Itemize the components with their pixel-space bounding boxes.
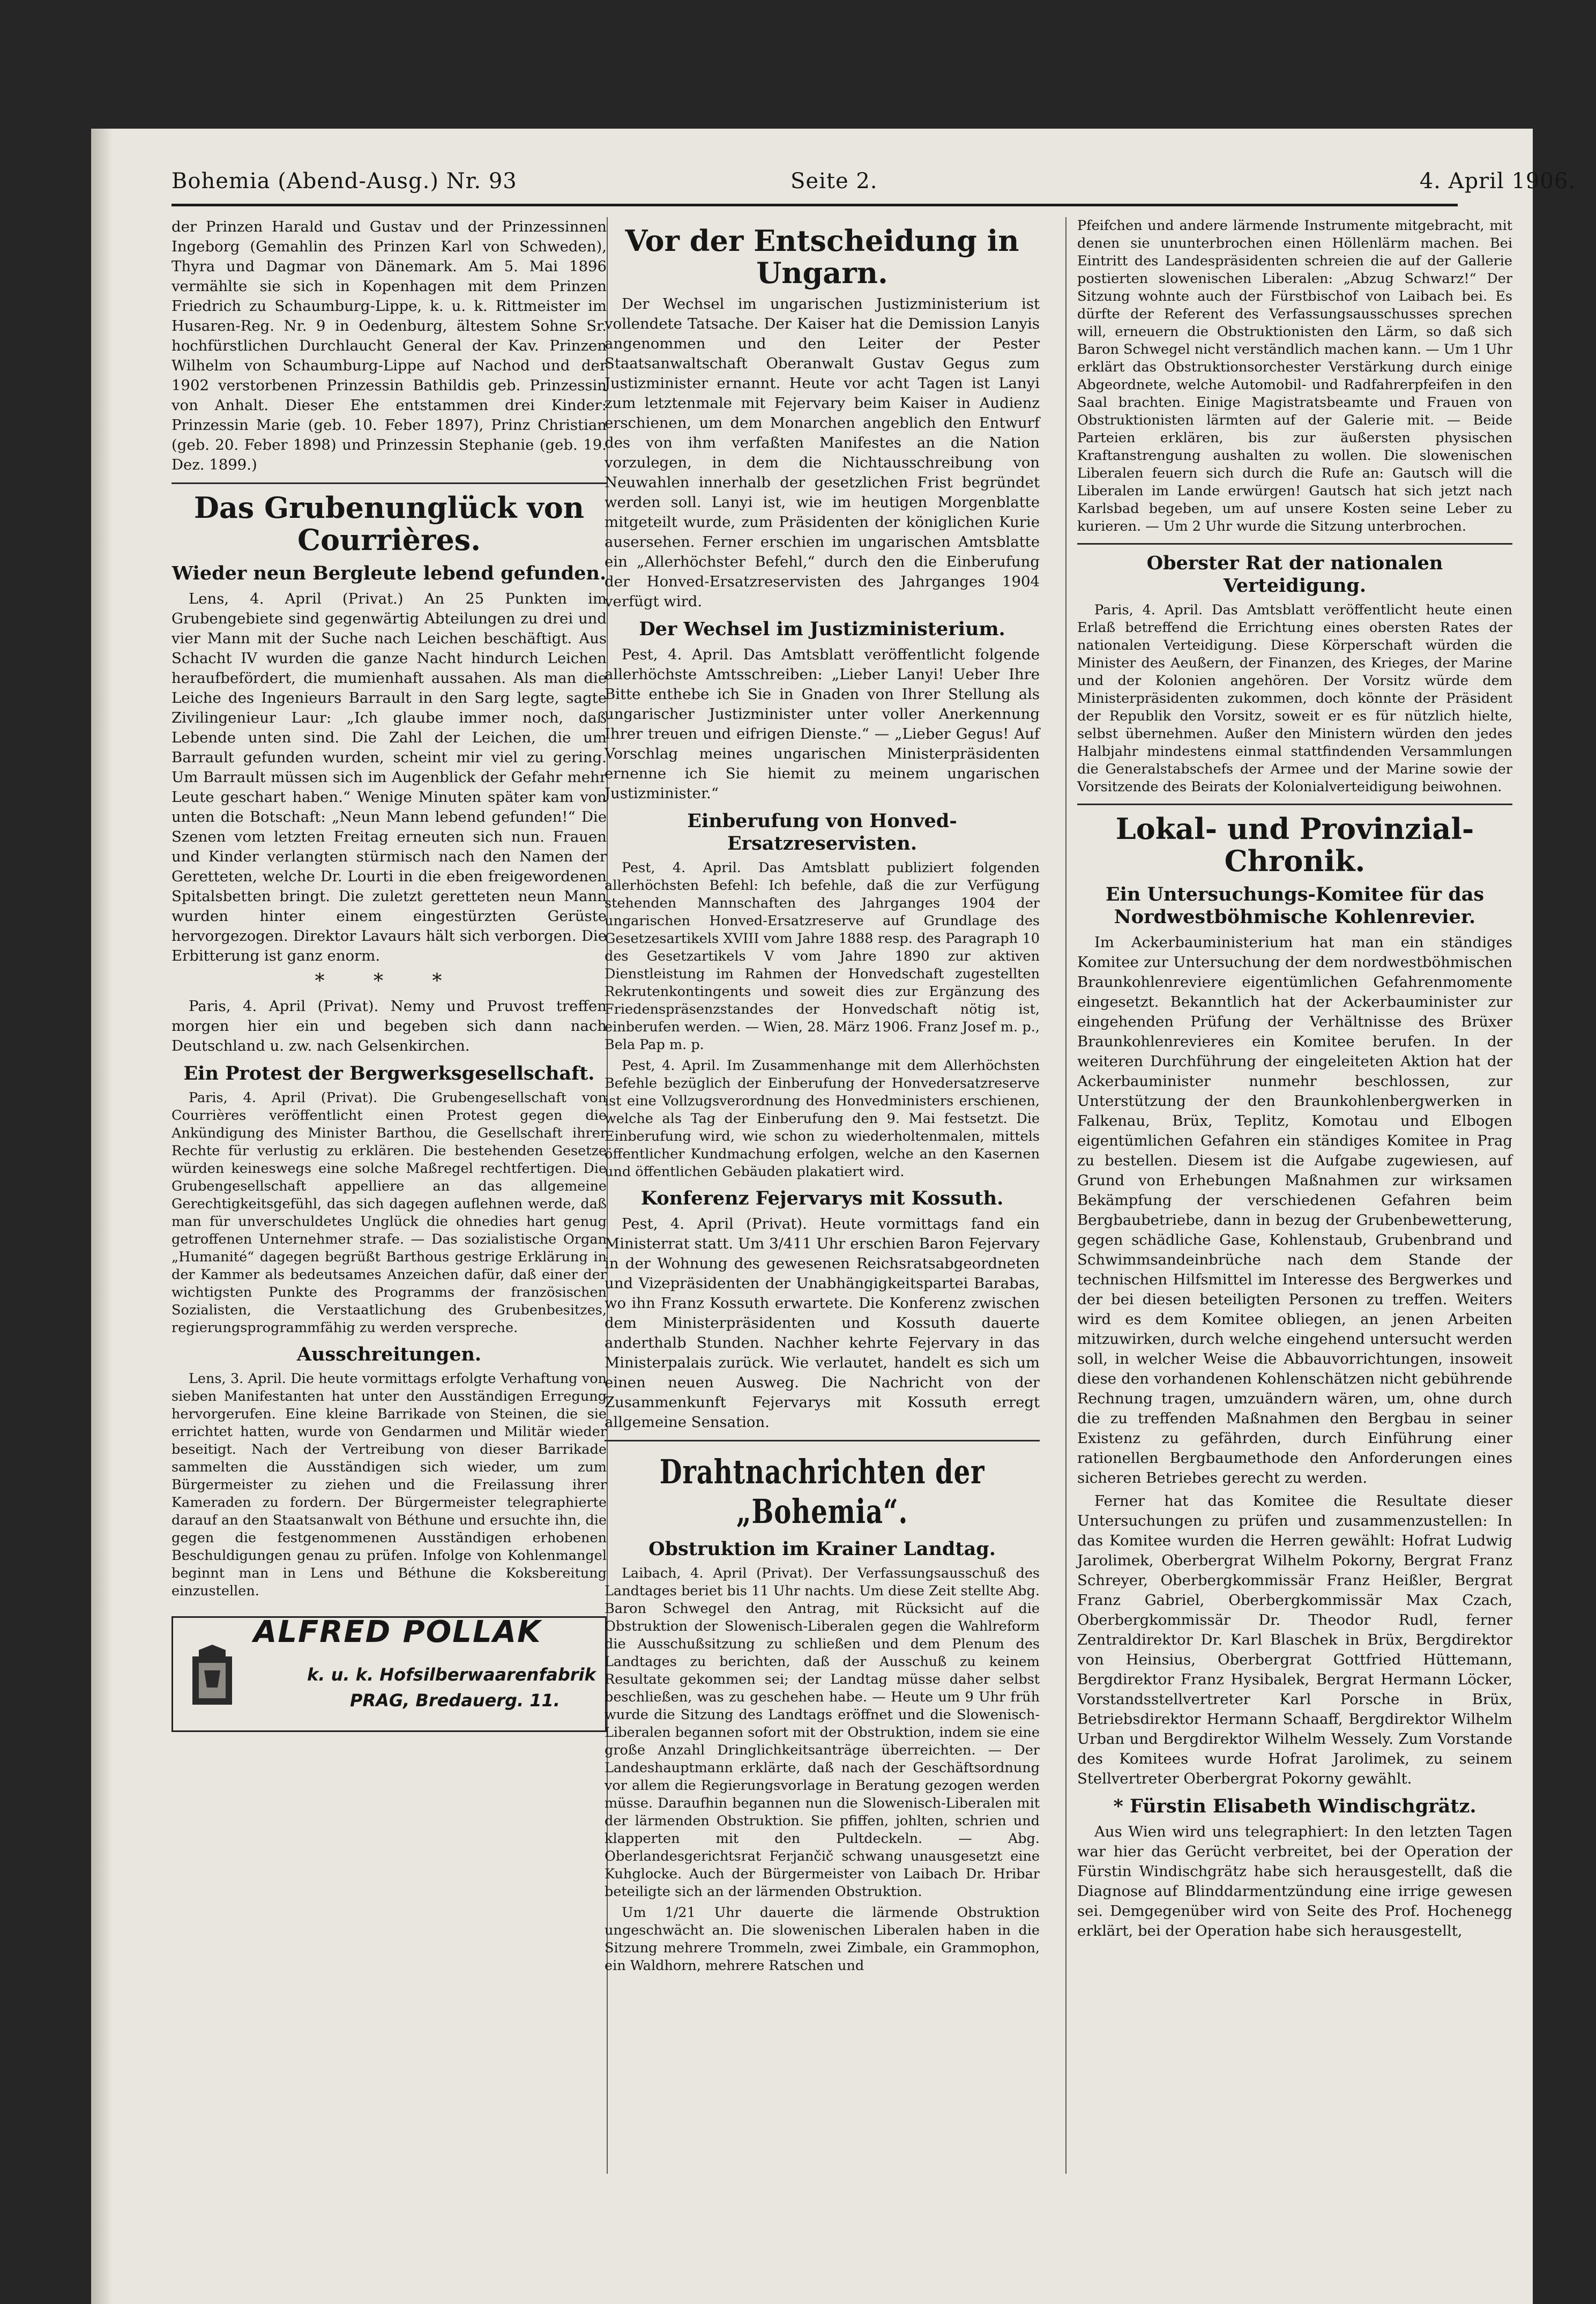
article-laibach-continued: Um 1/21 Uhr dauerte die lärmende Obstruktion ungeschwächt an. Die slowenischen Liberalen haben in die Sitzung mehrere Trommeln, zwei Zimbale, ein Grammophon, ein Waldhorn, mehrere Ratschen und (605, 1905, 1040, 1974)
subheadline-obstruktion: Obstruktion im Krainer Landtag. (648, 1538, 996, 1560)
subheadline-einberufung: Einberufung von Honved-Ersatzreservisten. (687, 810, 957, 854)
headline-ungarn: Vor der Entscheidung in Ungarn. (625, 224, 1019, 290)
header-rule (171, 204, 1458, 206)
article-lens: Lens, 4. April (Privat.) An 25 Punkten im Grubengebiete sind gegenwärtig Abteilungen zu drei und vier Mann mit der Suche nach Leichen beschäftigt. Aus Schacht IV wurden die ganze Nacht hindurch Leichen heraufbefördert, die mumienhaft aussahen. Als man die Leiche des Ingenieurs Barrault in den Sarg legte, sagte Zivilingenieur Laur: „Ich glaube immer noch, daß Lebende unten sind. Die Zahl der Leichen, die um Barrault gefunden wurden, scheint mir viel zu gering. Um Barrault müssen sich im Augenblick der Gefahr mehr Leute geschart haben.“ Wenige Minuten später kam von unten die Botschaft: „Neun Mann lebend gefunden!“ Die Szenen vom letzten Freitag erneuten sich nun. Frauen und Kinder verlangten stürmisch nach den Namen der Geretteten, welche Dr. Lourti in die eben freigewordenen Spitalsbetten bringt. Die zuletzt geretteten neun Mann wurden hinter einem eingestürzten Gerüste hervorgezogen. Direktor Lavaurs hält sich verborgen. Die Erbitterung ist ganz enorm. (171, 590, 607, 964)
article-ackerbauministerium: Im Ackerbauministerium hat man ein ständiges Komitee zur Untersuchung der dem nordwestböhmischen Braunkohlenreviere eigentümlichen Gefahrenmomente eingesetzt. Bekanntlich hat der Ackerbauminister zur eingehenden Prüfung der Verhältnisse des Brüxer Braunkohlenrevieres ein Komitee berufen. In der weiteren Durchführung der eingeleiteten Aktion hat der Ackerbauminister nunmehr beschlossen, zur Unterstützung der den Braunkohlenbergwerken in Falkenau, Brüx, Teplitz, Komotau und Elbogen eigentümlichen Gefahren ein ständiges Komitee in Prag zu bestellen. Diesem ist die Aufgabe zugewiesen, auf Grund von Erhebungen Maßnahmen zur wirksamen Bekämpfung der verschiedenen Gefahren beim Bergbaubetriebe, dann in bezug der Grubenbewetterung, gegen schädliche Gase, Kohlenstaub, Grubenbrand und Schwimmsandeinbrüche nach dem Stande der technischen Hilfsmittel im Interesse des Bergwerkes und der bei diesen beteiligten Personen zu treffen. Weiters wird es dem Komitee obliegen, an jenen Arbeiten mitzuwirken, durch welche eingehend untersucht werden soll, in welcher Weise die Abbauvorrichtungen, insoweit diese den vorhandenen Kohlenschätzen nicht gebührende Rechnung tragen, umzuändern wären, um, ohne durch die zu treffenden Maßnahmen den Bergbau in seiner Existenz zu gefährden, durch Einführung einer rationellen Bergbaumethode den Anforderungen eines sicheren Betriebes gerecht zu werden. (1077, 934, 1512, 1487)
page-gutter-shadow (91, 129, 113, 2304)
article-wien-operation: Aus Wien wird uns telegraphiert: In den letzten Tagen war hier das Gerücht verbreitet, bei der Operation der Fürstin Windischgrätz habe sich herausgestellt, daß die Diagnose auf Blinddarmentzündung eine irrige gewesen sei. Demgegenüber wird von Seite des Prof. Hochenegg erklärt, bei der Operation habe sich herausgestellt, (1077, 1823, 1512, 1939)
section-rule (605, 1440, 1040, 1441)
column-separator (1065, 217, 1067, 2174)
article-continuation: der Prinzen Harald und Gustav und der Prinzessinnen Ingeborg (Gemahlin des Prinzen Karl von Schweden), Thyra und Dagmar von Dänemark. Am 5. Mai 1896 vermählte sie sich in Kopenhagen mit dem Prinzen Friedrich zu Schaumburg-Lippe, k. u. k. Rittmeister im Husaren-Reg. Nr. 9 in Oedenburg, ältestem Sohne Sr. hochfürstlichen Durchlaucht General der Kav. Prinzen Wilhelm von Schaumburg-Lippe auf Nachod und der 1902 verstorbenen Prinzessin Bathildis geb. Prinzessin von Anhalt. Dieser Ehe entstammen drei Kinder: Prinzessin Marie (geb. 10. Feber 1897), Prinz Christian (geb. 20. Feber 1898) und Prinzessin Stephanie (geb. 19. Dez. 1899.) (171, 218, 607, 473)
subheadline-neun-bergleute: Wieder neun Bergleute lebend gefunden. (171, 562, 607, 584)
subheadline-justizministerium: Der Wechsel im Justizministerium. (639, 618, 1005, 640)
coat-of-arms-icon (188, 1645, 236, 1709)
section-rule (1077, 804, 1512, 805)
subheadline-fuerstin-windischgraetz: * Fürstin Elisabeth Windischgrätz. (1113, 1795, 1476, 1817)
ad-company-name: ALFRED POLLAK (253, 1615, 542, 1649)
newspaper-page (91, 129, 1576, 2304)
subheadline-oberster-rat: Oberster Rat der nationalen Verteidigung. (1146, 552, 1443, 597)
column-left (171, 217, 607, 1732)
article-pest-amtsblatt: Pest, 4. April. Das Amtsblatt veröffentlicht folgende allerhöchste Amtsschreiben: „Lieber Lanyi! Ueber Ihre Bitte enthebe ich Sie in Gnaden von Ihrer Stellung als ungarischer Justizminister unter voller Anerkennung Ihrer treuen und eifrigen Dienste.“ — „Lieber Gegus! Auf Vorschlag meines ungarischen Ministerpräsidenten ernenne ich Sie hiemit zu meinem ungarischen Justizminister.“ (605, 646, 1040, 802)
column-middle (605, 217, 1040, 1978)
section-rule (1077, 543, 1512, 545)
masthead-issue: Bohemia (Abend-Ausg.) Nr. 93 (171, 169, 517, 194)
article-paris-protest: Paris, 4. April (Privat). Die Grubengesellschaft von Courrières veröffentlicht einen Protest gegen die Ankündigung des Minister Barthou, die Gesellschaft ihrer Rechte für verlustig zu erklären. Die bestehenden Gesetze würden keineswegs eine solche Maßregel rechtfertigen. Die Grubengesellschaft appelliere an das allgemeine Gerechtigkeitsgefühl, das sich dagegen auflehnen werde, daß man für unverschuldetes Unglück die ohnedies hart genug getroffenen Unternehmer strafe. — Das sozialistische Organ „Humanité“ dagegen begrüßt Barthous gestrige Erklärung in der Kammer als bedeutsames Anzeichen dafür, daß einer der wichtigsten Punkte des Programms der französischen Sozialisten, die Verstaatlichung des Grubenbesitzes, regierungsprogrammfähig zu werden verspreche. (171, 1090, 607, 1336)
subheadline-ausschreitungen: Ausschreitungen. (296, 1343, 482, 1365)
page-number: Seite 2. (790, 169, 878, 194)
headline-lokal-chronik: Lokal- und Provinzial-Chronik. (1115, 812, 1474, 878)
article-lens-ausschreitungen: Lens, 3. April. Die heute vormittags erfolgte Verhaftung von sieben Manifestanten hat unter den Ausständigen Erregung hervorgerufen. Eine kleine Barrikade von Steinen, die sie errichtet hatten, wurde von Gendarmen und Militär wieder beseitigt. Nach der Vertreibung von dieser Barrikade sammelten die Ausständigen sich wieder, um zum Bürgermeister zu ziehen und die Freilassung ihrer Kameraden zu fordern. Der Bürgermeister telegraphierte darauf an den Staatsanwalt von Béthune und ersuchte ihn, die gegen die festgenommenen Ausständigen erhobenen Beschuldigungen genau zu prüfen. Infolge von Kohlenmangel beginnt man in Lens und Béthune die Koksbereitung einzustellen. (171, 1371, 607, 1599)
article-komitee-mitglieder: Ferner hat das Komitee die Resultate dieser Untersuchungen zu prüfen und zusammenzustellen: In das Komitee wurden die Herren gewählt: Hofrat Ludwig Jarolimek, Oberbergrat Wilhelm Pokorny, Bergrat Franz Schreyer, Oberbergkommissär Franz Heißler, Bergrat Franz Gabriel, Oberbergkommissär Max Czach, Oberbergkommissär Dr. Theodor Rudl, ferner Zentraldirektor Dr. Karl Blaschek in Brüx, Bergdirektor von Heinsius, Oberbergrat Gottfried Hüttemann, Bergdirektor Franz Hysibalek, Bergrat Hermann Löcker, Vorstandsstellvertreter Karl Porsche in Brüx, Betriebsdirektor Hermann Schaaff, Bergdirektor Wilhelm Urban und Bergdirektor Wilhelm Wessely. Zum Vorstande des Komitees wurde Hofrat Jarolimek, zu seinem Stellvertreter Oberbergrat Pokorny gewählt. (1077, 1492, 1512, 1787)
subheadline-protest: Ein Protest der Bergwerksgesellschaft. (183, 1062, 595, 1084)
article-paris-nemy: Paris, 4. April (Privat). Nemy und Pruvost treffen morgen hier ein und begeben sich dann nach Deutschland u. zw. nach Gelsenkirchen. (171, 998, 607, 1054)
article-pest-vollzug: Pest, 4. April. Im Zusammenhange mit dem Allerhöchsten Befehle bezüglich der Einberufung der Honvedersatzreserve ist eine Vollzugsverordnung des Honvedministers erschienen, welche als Tag der Einberufung den 9. Mai festsetzt. Die Einberufung wird, wie schon zu wiederholtenmalen, mittels öffentlicher Kundmachung erfolgen, welche an den Kasernen und öffentlichen Gebäuden plakatiert wird. (605, 1058, 1040, 1180)
subheadline-untersuchungs-komitee: Ein Untersuchungs-Komitee für das Nordwestböhmische Kohlenrevier. (1105, 883, 1485, 928)
article-pest-konferenz: Pest, 4. April (Privat). Heute vormittags fand ein Ministerrat statt. Um 3/411 Uhr erschien Baron Fejervary in der Wohnung des gewesenen Reichsratsabgeordneten und Vizepräsidenten der Unabhängigkeitspartei Barabas, wo ihn Franz Kossuth erwartete. Die Konferenz zwischen dem Ministerpräsidenten und Kossuth dauerte anderthalb Stunden. Nachher kehrte Fejervary in das Ministerpalais zurück. Wie verlautet, handelt es sich um einen neuen Ausweg. Die Nachricht von der Zusammenkunft Fejervarys mit Kossuth erregt allgemeine Sensation. (605, 1215, 1040, 1431)
headline-courrieres: Das Grubenunglück von Courrières. (193, 490, 585, 557)
advertisement-pollak (171, 1616, 607, 1732)
article-laibach-end: Pfeifchen und andere lärmende Instrumente mitgebracht, mit denen sie ununterbrochen einen Höllenlärm machen. Bei Eintritt des Landespräsidenten schreien die auf der Gallerie postierten slowenischen Liberalen: „Abzug Schwarz!“ Der Sitzung wohnte auch der Fürstbischof von Laibach bei. Es dürfte der Referent des Verfassungsausschusses sprechen will, erneuern die Obstruktionisten den Lärm, so daß sich Baron Schwegel nicht verständlich machen kann. — Um 1 Uhr erklärt das Obstruktionsorchester Verstärkung durch einige Abgeordnete, welche Automobil- und Radfahrerpfeifen in den Saal brachten. Einige Magistratsbeamte und Frauen von Obstruktionisten lärmten auf der Galerie mit. — Beide Parteien erklären, bis zur äußersten physischen Kraftanstrengung aushalten zu wollen. Die slowenischen Liberalen feuern sich durch die Rufe an: Gautsch will die Liberalen im Lande erwürgen! Gautsch hat sich jetzt nach Karlsbad begeben, um auf unsere Kosten seine Leber zu kurieren. — Um 2 Uhr wurde die Sitzung unterbrochen. (1077, 218, 1512, 534)
column-right (1077, 217, 1512, 1944)
section-title-drahtnachrichten: Drahtnachrichten der „Bohemia“. (659, 1452, 985, 1531)
ad-address: PRAG, Bredauerg. 11. (350, 1690, 560, 1711)
issue-date: 4. April 1906. (1419, 169, 1576, 194)
article-ungarn: Der Wechsel im ungarischen Justizministerium ist vollendete Tatsache. Der Kaiser hat die Demission Lanyis angenommen und den Leiter der Pester Staatsanwaltschaft Oberanwalt Gustav Gegus zum Justizminister ernannt. Heute vor acht Tagen ist Lanyi zum letztenmale mit Fejervary beim Kaiser in Audienz erschienen, um dem Monarchen angeblich den Entwurf des von ihm verfaßten Manifestes an die Nation vorzulegen, in dem die Nichtausschreibung von Neuwahlen innerhalb der gesetzlichen Frist begründet werden soll. Lanyi ist, wie im heutigen Morgenblatte mitgeteilt wurde, zum Präsidenten der königlichen Kurie ausersehen. Ferner erschien im ungarischen Amtsblatte ein „Allerhöchster Befehl,“ durch den die Einberufung der Honved-Ersatzreservisten des Jahrganges 1904 verfügt wird. (605, 295, 1040, 610)
article-laibach: Laibach, 4. April (Privat). Der Verfassungsausschuß des Landtages beriet bis 11 Uhr nachts. Um diese Zeit stellte Abg. Baron Schwegel den Antrag, mit Rücksicht auf die Obstruktion der Slowenisch-Liberalen gegen die Wahlreform die Ausschußsitzung zu schließen und dem Plenum des Landtages zu berichten, daß der Ausschuß zu keinem Resultate gekommen sei; der Landtag müsse daher selbst beschließen, was zu geschehen habe. — Heute um 9 Uhr früh wurde die Sitzung des Landtags eröffnet und die Slowenisch-Liberalen begannen sofort mit der Obstruktion, indem sie eine große Anzahl Dringlichkeitsanträge überreichten. — Der Landeshauptmann erklärte, daß nach der Geschäftsordnung vor allem die Regierungsvorlage in Beratung gezogen werden müsse. Daraufhin begannen nun die Slowenisch-Liberalen mit der lärmenden Obstruktion. Sie pfiffen, johlten, schrien und klapperten mit den Pultdeckeln. — Abg. Oberlandesgerichtsrat Ferjančič schwang unausgesetzt eine Kuhglocke. Auch der Bürgermeister von Laibach Dr. Hribar beteiligte sich an der lärmenden Obstruktion. (605, 1565, 1040, 1900)
page-header (171, 169, 1576, 201)
article-pest-befehl: Pest, 4. April. Das Amtsblatt publiziert folgenden allerhöchsten Befehl: Ich befehle, daß die zur Verfügung stehenden Mannschaften des Jahrganges 1904 der ungarischen Honved-Ersatzreserve auf Grundlage des Gesetzesartikels XVIII vom Jahre 1888 resp. des Paragraph 10 des Gesetzartikels V vom Jahre 1890 zur aktiven Dienstleistung im Rahmen der Honvedschaft zugestellten Rekrutenkontingents und soweit dies zur Ergänzung des Friedenspräsenzstandes der Honvedschaft nötig ist, einberufen werden. — Wien, 28. März 1906. Franz Josef m. p., Bela Pap m. p. (605, 860, 1040, 1053)
subheadline-konferenz: Konferenz Fejervarys mit Kossuth. (640, 1187, 1004, 1209)
article-paris-verteidigung: Paris, 4. April. Das Amtsblatt veröffentlicht heute einen Erlaß betreffend die Errichtung eines obersten Rates der nationalen Verteidigung. Diese Körperschaft würden die Minister des Aeußern, der Finanzen, des Krieges, der Marine und der Kolonien angehören. Der Vorsitz würde dem Ministerpräsidenten zukommen, doch könnte der Präsident der Republik den Vorsitz, soweit er es für nützlich hielte, selbst übernehmen. Außer den Ministern würden den jedes Halbjahr mindestens einmal stattfindenden Versammlungen die Generalstabschefs der Armee und der Marine sowie der Vorsitzende des Beirats der Kolonialverteidigung beiwohnen. (1077, 602, 1512, 795)
section-rule (171, 482, 607, 484)
ad-company-description: k. u. k. Hofsilberwaarenfabrik (307, 1664, 596, 1685)
asterism: * * * (315, 970, 464, 992)
